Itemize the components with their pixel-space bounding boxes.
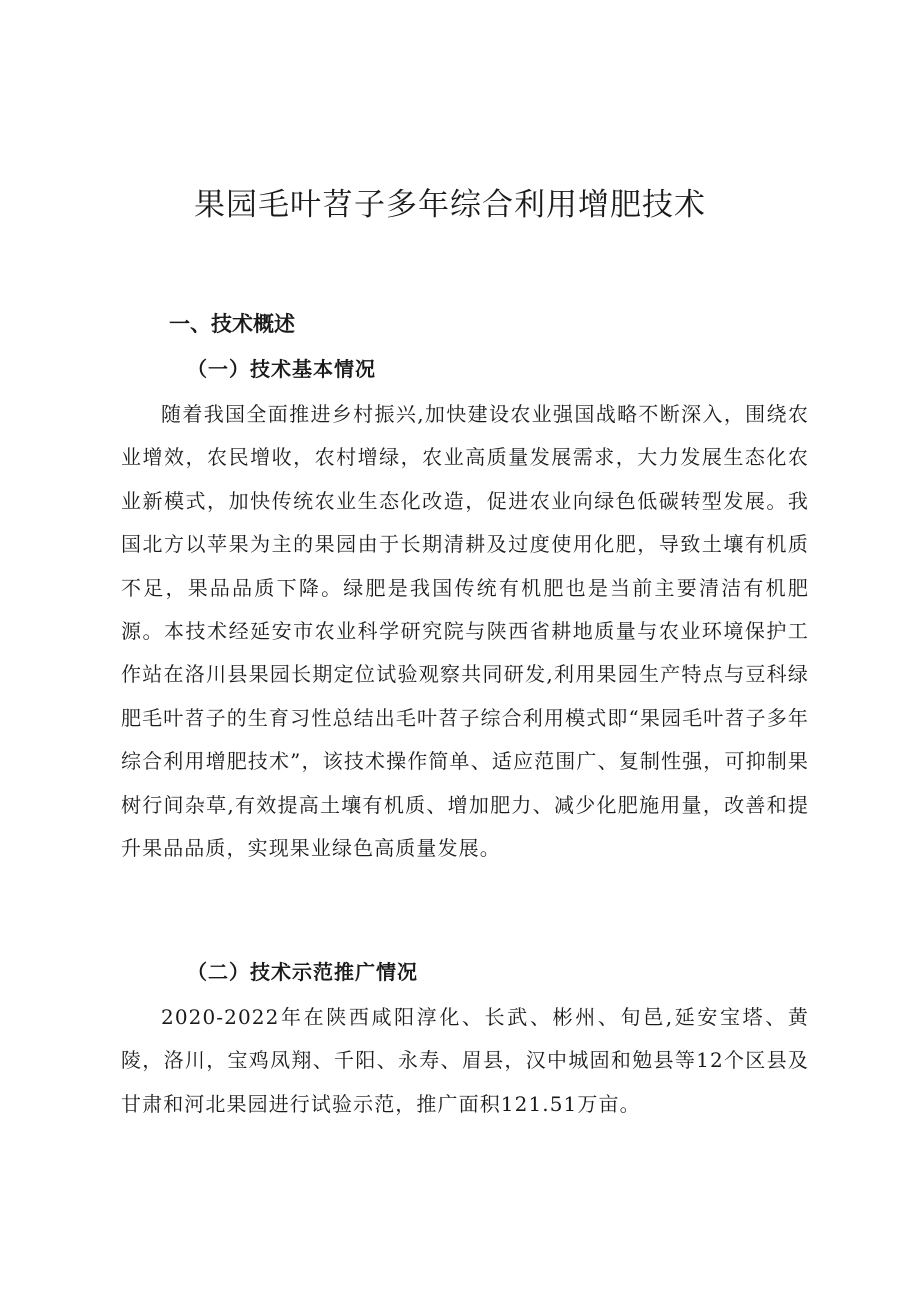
paragraph-promotion: 2020-2022年在陕西咸阳淳化、长武、彬州、旬邑,延安宝塔、黄陵，洛川，宝鸡凤翔、千阳、永寿、眉县，汉中城固和勉县等12个区县及甘肃和河北果园进行试验示范，推广面积121.51万亩。 [121, 1005, 809, 1116]
section-heading-overview: 一、技术概述 [169, 312, 295, 336]
subsection-heading-promotion: （二）技术示范推广情况 [187, 960, 418, 984]
document-title: 果园毛叶苕子多年综合利用增肥技术 [194, 187, 706, 223]
subsection-heading-basic-info: （一）技术基本情况 [187, 357, 376, 381]
paragraph-basic-info: 随着我国全面推进乡村振兴,加快建设农业强国战略不断深入，围绕农业增效，农民增收，农村增绿，农业高质量发展需求，大力发展生态化农业新模式，加快传统农业生态化改造，促进农业向绿色低碳转型发展。我国北方以苹果为主的果园由于长期清耕及过度使用化肥，导致土壤有机质不足，果品品质下降。绿肥是我国传统有机肥也是当前主要清洁有机肥源。本技术经延安市农业科学研究院与陕西省耕地质量与农业环境保护工作站在洛川县果园长期定位试验观察共同研发,利用果园生产特点与豆科绿肥毛叶苕子的生育习性总结出毛叶苕子综合利用模式即“果园毛叶苕子多年综合利用增肥技术”，该技术操作简单、适应范围广、复制性强，可抑制果树行间杂草,有效提高土壤有机质、增加肥力、减少化肥施用量，改善和提升果品品质，实现果业绿色高质量发展。 [121, 402, 809, 861]
